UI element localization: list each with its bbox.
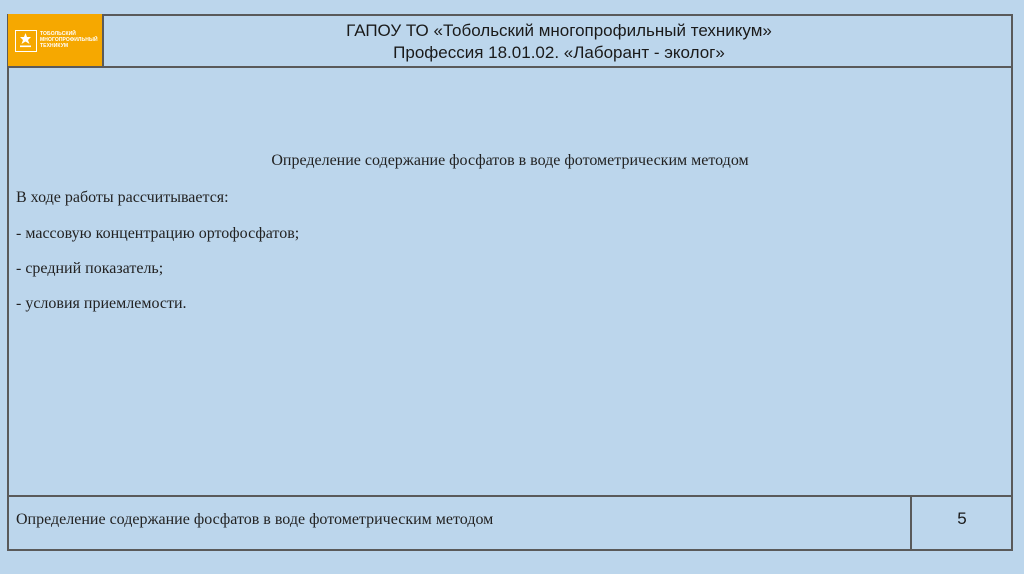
header-profession: Профессия 18.01.02. «Лаборант - эколог»: [393, 43, 725, 62]
frame-left-border: [7, 14, 9, 551]
frame-top-border: [7, 14, 1013, 16]
header-divider: [7, 66, 1013, 68]
frame-right-border: [1011, 14, 1013, 551]
frame-bottom-border: [7, 549, 1013, 551]
logo-text: ТОБОЛЬСКИЙ МНОГОПРОФИЛЬНЫЙ ТЕХНИКУМ: [40, 31, 98, 49]
content-line-average: - средний показатель;: [16, 260, 164, 277]
content-title: Определение содержание фосфатов в воде фотометрическим методом: [271, 152, 749, 169]
content-line-intro: В ходе работы рассчитывается:: [16, 189, 229, 206]
footer-divider: [7, 495, 1013, 497]
footer-title: Определение содержание фосфатов в воде фотометрическим методом: [16, 511, 494, 528]
emblem-icon: [15, 30, 37, 52]
header-institution: ГАПОУ ТО «Тобольский многопрофильный техникум»: [346, 21, 772, 40]
header: [106, 20, 1012, 64]
logo-divider: [102, 14, 104, 67]
institution-logo: [8, 14, 102, 66]
content-line-acceptability: - условия приемлемости.: [16, 295, 187, 312]
content-line-concentration: - массовую концентрацию ортофосфатов;: [16, 225, 300, 242]
page-number: 5: [957, 509, 967, 528]
